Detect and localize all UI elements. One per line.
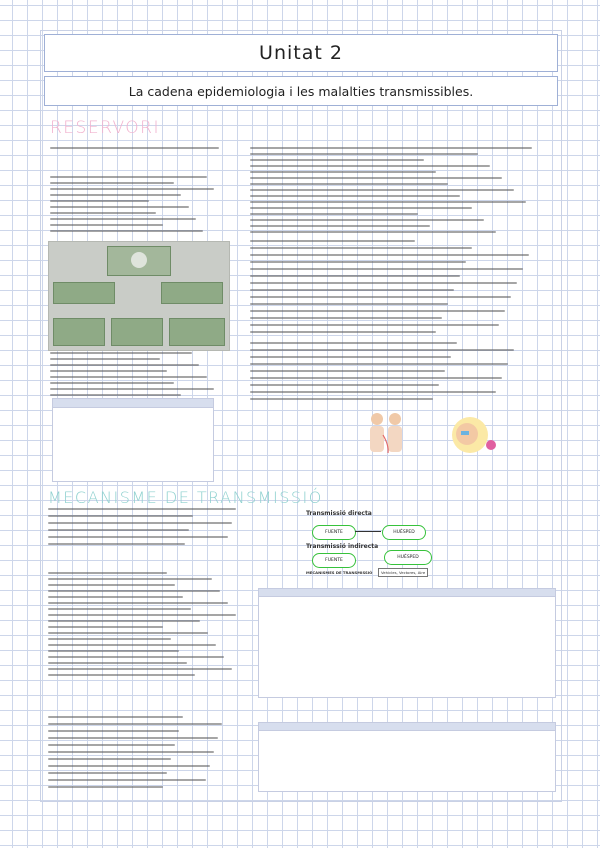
note-text-line — [250, 183, 448, 185]
diagram-box — [169, 318, 225, 346]
note-text-line — [250, 282, 517, 284]
note-text-line — [48, 744, 175, 746]
note-text-line — [50, 382, 174, 384]
section-heading-reservori: RESERVORI — [50, 118, 161, 138]
arrow-direct — [355, 531, 381, 532]
note-text-line — [48, 602, 228, 604]
section-heading-mecanisme: MECANISME DE TRANSMISSIÓ — [48, 488, 323, 507]
note-text-line — [48, 515, 193, 517]
note-text-line — [50, 218, 196, 220]
diagram-box — [111, 318, 163, 346]
direct-transmission-label: Transmissió directa — [306, 510, 372, 517]
note-text-line — [250, 171, 436, 173]
note-text-line — [250, 153, 478, 155]
note-text-line — [48, 578, 212, 580]
source-node: FUENTE — [312, 525, 356, 540]
diagram-box — [53, 282, 115, 304]
note-text-line — [250, 201, 526, 203]
note-text-line — [48, 626, 163, 628]
page-subtitle: La cadena epidemiologia i les malalties transmissibles. — [44, 76, 558, 106]
note-text-line — [48, 786, 163, 788]
note-text-line — [250, 317, 442, 319]
note-text-line — [48, 662, 187, 664]
note-text-line — [48, 765, 210, 767]
note-text-line — [48, 650, 179, 652]
note-text-line — [50, 376, 207, 378]
note-text-line — [50, 188, 214, 190]
note-text-line — [250, 391, 496, 393]
note-text-line — [48, 644, 216, 646]
source-node-indirect: FUENTE — [312, 553, 356, 568]
note-text-line — [48, 716, 183, 718]
note-text-line — [48, 779, 206, 781]
note-text-line — [48, 608, 191, 610]
note-text-line — [48, 596, 183, 598]
sick-child-icon — [452, 417, 496, 453]
note-text-line — [50, 394, 181, 396]
note-text-line — [250, 165, 490, 167]
note-text-line — [50, 224, 163, 226]
note-text-line — [48, 529, 189, 531]
note-text-line — [48, 543, 185, 545]
note-text-line — [50, 364, 199, 366]
note-text-line — [250, 398, 433, 400]
environment-label: MECANISMES DE TRANSMISSIÓ — [306, 570, 373, 575]
note-text-line — [48, 737, 218, 739]
transmission-table-1 — [258, 588, 556, 698]
transmission-table-2 — [258, 722, 556, 792]
note-text-line — [50, 194, 181, 196]
environment-items: Vehicles, Vectores, Aire — [378, 568, 428, 577]
note-text-line — [50, 147, 219, 149]
note-text-line — [250, 310, 505, 312]
note-text-line — [250, 289, 454, 291]
note-text-line — [50, 212, 156, 214]
note-text-line — [48, 572, 167, 574]
note-text-line — [50, 182, 174, 184]
note-text-line — [48, 522, 232, 524]
note-text-line — [250, 207, 472, 209]
note-text-line — [48, 656, 224, 658]
person-icon — [131, 252, 147, 268]
note-text-line — [48, 668, 232, 670]
note-text-line — [48, 730, 179, 732]
note-text-line — [250, 189, 514, 191]
note-text-line — [48, 638, 171, 640]
note-text-line — [50, 230, 203, 232]
note-text-line — [50, 206, 189, 208]
note-text-line — [250, 370, 445, 372]
note-text-line — [48, 584, 175, 586]
illustration-people — [355, 405, 535, 475]
note-text-line — [250, 195, 460, 197]
note-text-line — [250, 342, 457, 344]
note-text-line — [50, 388, 214, 390]
note-text-line — [250, 296, 511, 298]
host-node-indirect: HUÉSPED — [384, 550, 432, 565]
people-figures — [370, 413, 402, 453]
note-text-line — [250, 349, 514, 351]
note-text-line — [250, 261, 466, 263]
note-text-line — [250, 225, 430, 227]
note-text-line — [250, 159, 424, 161]
note-text-line — [250, 240, 415, 242]
note-text-line — [48, 590, 220, 592]
note-text-line — [48, 751, 214, 753]
note-text-line — [250, 384, 439, 386]
reservoir-table — [52, 398, 214, 482]
reservoir-diagram-image — [48, 241, 230, 351]
note-text-line — [50, 200, 149, 202]
host-node: HUÉSPED — [382, 525, 426, 540]
note-text-line — [250, 268, 523, 270]
diagram-box — [161, 282, 223, 304]
note-text-line — [48, 614, 236, 616]
note-text-line — [250, 247, 472, 249]
note-text-line — [48, 536, 228, 538]
note-text-line — [48, 723, 222, 725]
note-text-line — [250, 147, 532, 149]
note-text-line — [250, 231, 496, 233]
note-text-line — [250, 377, 502, 379]
note-text-line — [250, 254, 529, 256]
note-text-line — [250, 177, 502, 179]
page-title: Unitat 2 — [44, 34, 558, 72]
note-text-line — [48, 674, 195, 676]
note-text-line — [250, 363, 508, 365]
note-text-line — [250, 324, 499, 326]
note-text-line — [48, 772, 167, 774]
note-text-line — [48, 620, 200, 622]
note-text-line — [250, 303, 448, 305]
note-text-line — [250, 219, 484, 221]
note-text-line — [250, 356, 451, 358]
note-text-line — [50, 176, 207, 178]
note-text-line — [48, 632, 208, 634]
note-text-line — [50, 352, 192, 354]
note-text-line — [250, 331, 436, 333]
note-text-line — [250, 213, 418, 215]
note-text-line — [48, 758, 171, 760]
note-text-line — [50, 358, 160, 360]
diagram-box — [53, 318, 105, 346]
indirect-transmission-label: Transmissió indirecta — [306, 543, 379, 550]
note-text-line — [50, 370, 167, 372]
note-text-line — [250, 275, 460, 277]
note-text-line — [48, 508, 236, 510]
